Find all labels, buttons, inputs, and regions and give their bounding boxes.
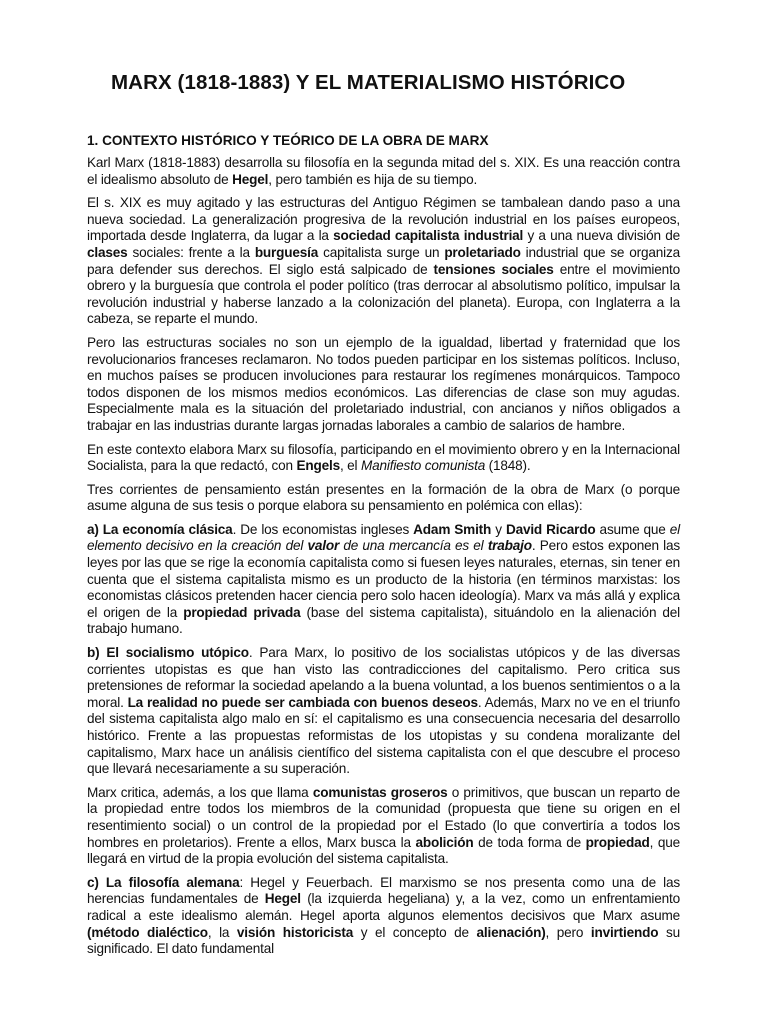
bold-text: abolición xyxy=(415,834,474,850)
bold-text: c) La filosofía alemana xyxy=(87,874,240,890)
body-text: : Hegel y Feuerbach. El marxismo se nos presenta como una de las herencias fundamentales de xyxy=(87,874,680,907)
bold-text: sociedad capitalista industrial xyxy=(333,228,524,244)
paragraph xyxy=(87,522,680,638)
body-text: , pero xyxy=(545,924,591,940)
bold-text: burguesía xyxy=(254,244,319,260)
paragraph xyxy=(87,785,680,868)
bold-text: Hegel xyxy=(232,171,269,187)
italic-text: de una mercancía es el xyxy=(339,538,488,554)
bold-text: La realidad no puede ser cambiada con buenos deseos xyxy=(127,694,478,710)
body-text: (1848). xyxy=(485,458,531,474)
bold-text: visión historicista xyxy=(236,924,354,940)
body-text: y a una nueva división de xyxy=(523,228,680,244)
body-text: industrial que se organiza para defender sus derechos. El siglo está salpicado de xyxy=(87,244,680,277)
body-text: . De los economistas ingleses xyxy=(232,521,414,537)
bold-text: tensiones sociales xyxy=(433,261,554,277)
bold-italic-text xyxy=(488,538,532,553)
paragraph xyxy=(87,442,680,475)
bold-text: Adam Smith xyxy=(413,521,492,537)
document-title: MARX (1818-1883) Y EL MATERIALISMO HISTÓRICO xyxy=(111,71,626,94)
body-text: , el xyxy=(339,458,361,474)
document-body xyxy=(87,131,680,958)
bold-text: alienación) xyxy=(476,924,546,940)
bold-text: propiedad privada xyxy=(183,604,301,620)
body-text: , pero también es hija de su tiempo. xyxy=(268,171,478,187)
bold-text: proletariado xyxy=(444,244,521,260)
body-text: su significado. El dato fundamental xyxy=(87,924,680,957)
paragraph xyxy=(87,155,680,188)
italic-text: Manifiesto comunista xyxy=(360,458,486,474)
body-text: En este contexto elabora Marx su filosofía, participando en el movimiento obrero y en la Internacional Socialista, para la que redactó, con xyxy=(87,441,680,474)
body-text: (base del sistema capitalista), situándolo en la alienación del trabajo humano. xyxy=(87,604,680,637)
bold-text: b) El socialismo utópico xyxy=(87,645,249,661)
paragraph xyxy=(87,645,680,778)
bold-text: David Ricardo xyxy=(505,521,596,537)
body-text: de toda forma de xyxy=(473,834,586,850)
body-text: . Para Marx, lo positivo de los socialistas utópicos y de las diversas corrientes utopistas es que han visto las contradicciones del capitalismo. Pero critica sus pretensiones de reformar la sociedad apelando a la buena voluntad, a los buenos sentimientos o a la moral. xyxy=(87,645,680,710)
body-text: El s. XIX es muy agitado y las estructuras del Antiguo Régimen se tambalean dando paso a una nueva sociedad. La generalización progresiva de la revolución industrial en los países europeos, importada desde Inglaterra, da lugar a la xyxy=(87,195,680,244)
body-text: Marx critica, además, a los que llama xyxy=(87,784,313,800)
body-text: Karl Marx (1818-1883) desarrolla su filosofía en la segunda mitad del s. XIX. Es una reacción contra el idealismo absoluto de xyxy=(87,155,680,187)
bold-italic-text xyxy=(307,538,339,553)
body-text: . Pero estos exponen las leyes por las que se rige la economía capitalista como si fuesen leyes naturales, eternas, sin tener en cuenta que el sistema capitalista mismo es un producto de la historia (en términos marxistas: los economistas clásicos pretenden hacer ciencia pero solo hacen ideología). Marx va más allá y explica el origen de la xyxy=(87,538,680,620)
body-text: . Además, Marx no ve en el triunfo del sistema capitalista algo malo en sí: el capitalismo es una consecuencia necesaria del desarrollo histórico. Frente a las propuestas reformistas de los utopistas y su condena moralizante del capitalismo, Marx hace un análisis científico del sistema capitalista con el que descubre el proceso que llevará necesariamente a su superación. xyxy=(87,694,680,777)
bold-text: (método dialéctico xyxy=(87,924,208,940)
paragraph xyxy=(87,875,680,958)
section-heading: 1. CONTEXTO HISTÓRICO Y TEÓRICO DE LA OBRA DE MARX xyxy=(87,133,489,148)
bold-text: comunistas groseros xyxy=(312,784,448,800)
bold-text: clases xyxy=(87,244,128,260)
emphasis-text: valor xyxy=(307,538,340,554)
body-text: Pero las estructuras sociales no son un ejemplo de la igualdad, libertad y fraternidad que los revolucionarios franceses reclamaron. No todos pueden participar en los sistemas políticos. Incluso, en muchos países se producen involuciones para restaurar los regímenes monárquicos. Tampoco todos disponen de los mismos medios económicos. Las diferencias de clase son muy agudas. Especialmente mala es la situación del proletariado industrial, con ancianos y niños obligados a trabajar en las industrias durante largas jornadas laborales a cambio de salarios de hambre. xyxy=(87,334,680,433)
paragraph xyxy=(87,482,680,515)
body-text: o primitivos, que buscan un reparto de la propiedad entre todos los miembros de la comunidad (propuesta que tiene su origen en el resentimiento social) o un control de la propiedad por el Estado (lo que convertiría a todos los hombres en proletarios). Frente a ellos, Marx busca la xyxy=(87,784,680,850)
paragraph xyxy=(87,335,680,435)
paragraph xyxy=(87,195,680,328)
emphasis-text: trabajo xyxy=(487,538,532,554)
body-text: entre el movimiento obrero y la burguesía que controla el poder político (tras derrocar al absolutismo político, impulsar la revolución industrial y haberse lanzado a la colonización del planeta). Europa, con Inglaterra a la cabeza, se reparte el mundo. xyxy=(87,261,680,327)
bold-text: a) La economía clásica xyxy=(87,521,233,537)
bold-text: invirtiendo xyxy=(590,924,659,940)
body-text: asume que xyxy=(595,521,670,537)
bold-text: propiedad xyxy=(585,834,650,850)
italic-text: el elemento decisivo en la creación del xyxy=(87,521,680,554)
body-text: Tres corrientes de pensamiento están presentes en la formación de la obra de Marx (o porque asume alguna de sus tesis o porque elabora su pensamiento en polémica con ellas): xyxy=(87,481,680,514)
bold-text: Hegel xyxy=(264,891,301,907)
body-text: y el concepto de xyxy=(353,924,477,940)
bold-text: Engels xyxy=(296,458,340,474)
body-text: capitalista surge un xyxy=(318,244,445,260)
body-text: , la xyxy=(207,924,237,940)
body-text: sociales: frente a la xyxy=(127,244,255,260)
body-text: , que llegará en virtud de la propia evolución del sistema capitalista. xyxy=(87,834,680,867)
body-text: (la izquierda hegeliana) y, a la vez, como un enfrentamiento radical a este idealismo alemán. Hegel aporta algunos elementos decisivos que Marx asume xyxy=(87,891,680,923)
body-text: y xyxy=(491,521,506,537)
